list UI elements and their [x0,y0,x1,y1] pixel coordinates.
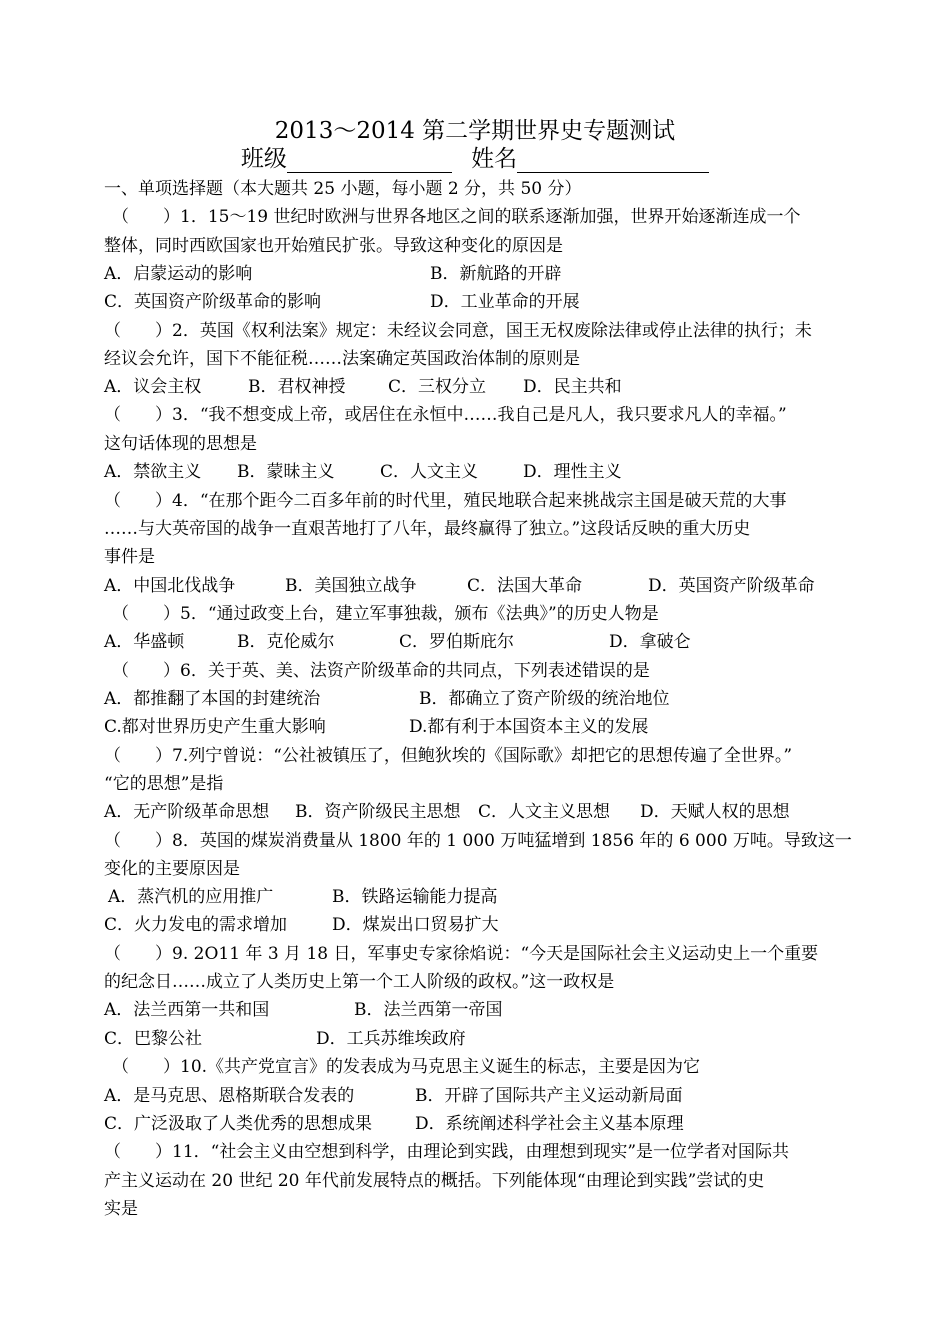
class-blank[interactable] [287,150,452,173]
option[interactable]: D．拿破仑 [609,632,691,652]
question-stem-line: ……与大英帝国的战争一直艰苦地打了八年，最终赢得了独立。”这段话反映的重大历史 [104,519,751,539]
page-title: 2013～2014 第二学期世界史专题测试 [274,118,676,144]
option[interactable]: D．理性主义 [523,462,622,482]
name-blank[interactable] [517,150,709,173]
option[interactable]: B．克伦威尔 [237,632,335,652]
option[interactable]: C．罗伯斯庇尔 [399,632,515,652]
option[interactable]: A．华盛顿 [104,632,185,652]
option[interactable]: D．煤炭出口贸易扩大 [332,915,499,935]
class-label: 班级 [240,146,287,172]
option[interactable]: A．法兰西第一共和国 [104,1000,270,1020]
option[interactable]: B．蒙昧主义 [237,462,335,482]
option-row [104,688,670,710]
question-stem-line: （ ）10.《共产党宣言》的发表成为马克思主义诞生的标志，主要是因为它 [112,1057,701,1077]
option-row [104,1085,683,1107]
option[interactable]: C．火力发电的需求增加 [104,915,288,935]
question-stem-line: （ ）2．英国《权利法案》规定：未经议会同意，国王无权废除法律或停止法律的执行；未 [104,321,812,341]
option[interactable]: C．三权分立 [388,377,487,397]
option[interactable]: A．蒸汽机的应用推广 [108,887,274,907]
option[interactable]: D.都有利于本国资本主义的发展 [409,717,649,737]
option-row [104,461,622,483]
question-stem-line: 这句话体现的思想是 [104,434,257,454]
question-stem-line: 整体，同时西欧国家也开始殖民扩张。导致这种变化的原因是 [104,236,563,256]
option[interactable]: A．议会主权 [104,377,202,397]
option[interactable]: A．无产阶级革命思想 [104,802,270,822]
question-stem-line: （ ）5．“通过政变上台，建立军事独裁，颁布《法典》”的历史人物是 [112,604,659,624]
option-row [104,631,691,653]
option-row [104,801,790,823]
option[interactable]: C．人文主义 [380,462,479,482]
option[interactable]: C．巴黎公社 [104,1029,203,1049]
option[interactable]: B．美国独立战争 [285,576,417,596]
option[interactable]: C.都对世界历史产生重大影响 [104,717,326,737]
option[interactable]: D．英国资产阶级革命 [648,576,815,596]
option[interactable]: B．都确立了资产阶级的统治地位 [419,689,670,709]
option[interactable]: B．新航路的开辟 [430,264,562,284]
option[interactable]: A．启蒙运动的影响 [104,264,253,284]
question-stem-line: （ ）1．15～19 世纪时欧洲与世界各地区之间的联系逐渐加强，世界开始逐渐连成一个 [112,207,801,227]
option[interactable]: B．君权神授 [248,377,346,397]
option[interactable]: A．都推翻了本国的封建统治 [104,689,321,709]
question-stem-line: （ ）11．“社会主义由空想到科学，由理论到实践，由理想到现实”是一位学者对国际共 [104,1142,790,1162]
option[interactable]: B．资产阶级民主思想 [295,802,461,822]
option[interactable]: D．天赋人权的思想 [640,802,790,822]
option[interactable]: A．是马克思、恩格斯联合发表的 [104,1086,355,1106]
option-row [104,263,562,285]
name-label: 姓名 [471,146,518,172]
option[interactable]: B．法兰西第一帝国 [354,1000,503,1020]
option[interactable]: B．铁路运输能力提高 [332,887,498,907]
option-row [104,716,648,738]
option[interactable]: C．广泛汲取了人类优秀的思想成果 [104,1114,373,1134]
question-stem-line: 事件是 [104,547,155,567]
option[interactable]: D．工兵苏维埃政府 [316,1029,466,1049]
option-row [104,886,498,908]
question-stem-line: 经议会允许，国下不能征税……法案确定英国政治体制的原则是 [104,349,580,369]
option-row [104,376,622,398]
section-heading: 一、单项选择题（本大题共 25 小题，每小题 2 分，共 50 分） [104,179,582,199]
question-stem-line: （ ）8．英国的煤炭消费量从 1800 年的 1 000 万吨猛增到 1856 年的 6 000 万吨。导致这一 [104,831,852,851]
question-stem-line: 的纪念日……成立了人类历史上第一个工人阶级的政权。”这一政权是 [104,972,615,992]
option-row [104,1113,684,1135]
option[interactable]: D．工业革命的开展 [430,292,580,312]
question-stem-line: （ ）4．“在那个距今二百多年前的时代里，殖民地联合起来挑战宗主国是破天荒的大事 [104,491,787,511]
option[interactable]: A．禁欲主义 [104,462,202,482]
option-row [104,291,580,313]
option-row [104,914,499,936]
option[interactable]: D．民主共和 [523,377,622,397]
option[interactable]: A．中国北伐战争 [104,576,236,596]
option-row [104,1028,466,1050]
question-stem-line: 产主义运动在 20 世纪 20 年代前发展特点的概括。下列能体现“由理论到实践”尝试的史 [104,1171,765,1191]
option[interactable]: C．人文主义思想 [478,802,611,822]
question-stem-line: “它的思想”是指 [104,774,224,794]
option[interactable]: D．系统阐述科学社会主义基本原理 [415,1114,684,1134]
question-stem-line: （ ）9. 2O11 年 3 月 18 日，军事史专家徐焰说：“今天是国际社会主义运动史上一个重要 [104,944,819,964]
question-stem-line: 变化的主要原因是 [104,859,240,879]
option[interactable]: C．英国资产阶级革命的影响 [104,292,322,312]
option-row [104,575,815,597]
question-stem-line: 实是 [104,1199,138,1219]
question-stem-line: （ ）6．关于英、美、法资产阶级革命的共同点，下列表述错误的是 [112,661,650,681]
question-stem-line: （ ）3．“我不想变成上帝，或居住在永恒中……我自己是凡人，我只要求凡人的幸福。” [104,405,787,425]
option[interactable]: B．开辟了国际共产主义运动新局面 [415,1086,683,1106]
option-row [104,999,503,1021]
option[interactable]: C．法国大革命 [467,576,583,596]
class-name-line [0,145,950,173]
question-stem-line: （ ）7.列宁曾说：“公社被镇压了，但鲍狄埃的《国际歌》却把它的思想传遍了全世界。” [104,746,793,766]
